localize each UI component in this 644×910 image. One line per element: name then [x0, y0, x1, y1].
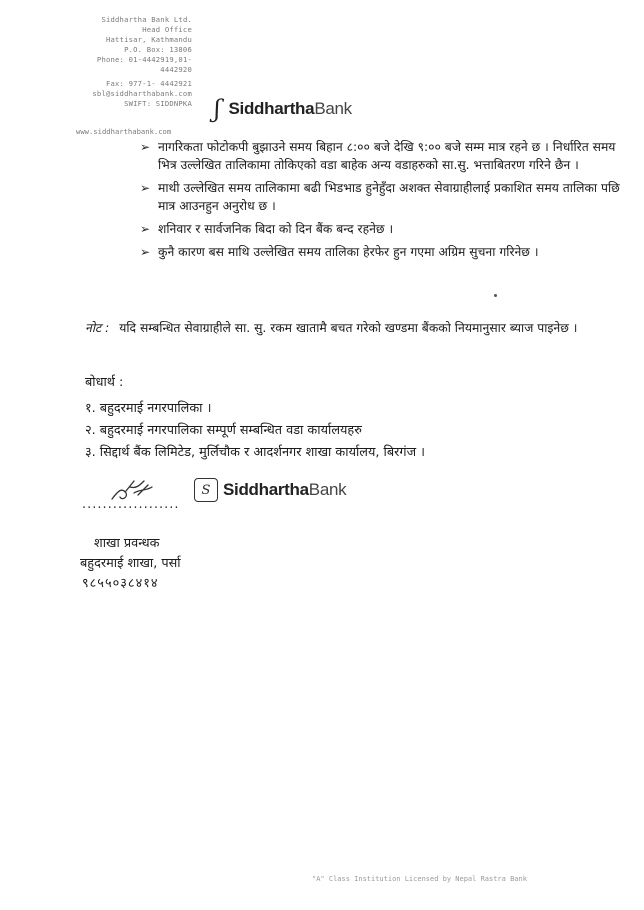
bank-name-line: Siddhartha Bank Ltd.: [101, 15, 192, 24]
phone-line: Phone: 01-4442919,01-: [96, 55, 192, 64]
cc-section: [85, 372, 425, 464]
note-paragraph: [85, 318, 605, 338]
list-item: ➢ नागरिकता फोटोकपी बुझाउने समय बिहान ८:०० बजे देखि ९:०० बजे सम्म मात्र रहने छ । निर्धारित समय भित्र उल्लेखित तालिकामा तोकिएको वडा बाहेक अन्य वडाहरुको सा.सु. भत्ताबितरण गरिने छैन ।: [140, 140, 616, 172]
signatory-phone: ९८५५०३८४१४: [82, 576, 159, 591]
bank-stamp-text: SiddharthaBank: [223, 480, 347, 499]
signatory-title: शाखा प्रवन्धक: [94, 536, 160, 551]
arrow-bullet-icon: ➢: [140, 245, 151, 259]
fax-line: Fax: 977-1- 4442921: [105, 79, 192, 88]
phone-line-cont: 4442920: [160, 65, 192, 74]
website-line: www.siddharthabank.com: [76, 127, 172, 136]
list-item: ➢ माथी उल्लेखित समय तालिकामा बढी भिडभाड हुनेहुँदा अशक्त सेवाग्राहीलाई प्रकाशित समय तालिका पछि मात्र आउनहुन अनुरोध छ ।: [140, 181, 620, 213]
scan-speck: [494, 294, 497, 297]
signatory-block: [80, 534, 181, 594]
cc-item: ३. सिद्दार्थ बैंक लिमिटेड, मुर्लिचौक र आदर्शनगर शाखा कार्यालय, बिरगंज ।: [85, 445, 426, 460]
note-text: यदि सम्बन्धित सेवाग्राहीले सा. सु. रकम खातामै बचत गरेको खण्डमा बैंकको नियमानुसार ब्याज पाइनेछ ।: [119, 321, 578, 335]
po-box-line: P.O. Box: 13806: [124, 45, 192, 54]
list-item: ➢ कुनै कारण बस माथि उल्लेखित समय तालिका हेरफेर हुन गएमा अग्रिम सुचना गरिनेछ ।: [140, 245, 539, 259]
arrow-bullet-icon: ➢: [140, 181, 151, 195]
footer-license: "A" Class Institution Licensed by Nepal Rastra Bank: [312, 875, 527, 883]
bank-logo: [214, 96, 352, 122]
bank-logo-text: SiddharthaBank: [228, 99, 352, 118]
note-label: नोट :: [85, 321, 110, 335]
arrow-bullet-icon: ➢: [140, 222, 151, 236]
address-line: Hattisar, Kathmandu: [105, 35, 192, 44]
signature-line: ...................: [82, 497, 180, 512]
signatory-branch: बहुदरमाई शाखा, पर्सा: [80, 556, 181, 571]
head-office-line: Head Office: [142, 25, 192, 34]
bank-stamp: [194, 478, 346, 502]
bullet-list: [140, 138, 620, 266]
bank-logo-icon: ʃ: [214, 95, 221, 123]
cc-heading: बोधार्थ :: [85, 375, 124, 390]
arrow-bullet-icon: ➢: [140, 140, 151, 154]
swift-line: SWIFT: SIDDNPKA: [124, 99, 192, 108]
bank-stamp-icon: S: [194, 478, 218, 502]
email-line: sbl@siddharthabank.com: [92, 89, 192, 98]
list-item: ➢ शनिवार र सार्वजनिक बिदा को दिन बैंक बन्द रहनेछ ।: [140, 222, 394, 236]
cc-item: २. बहुदरमाई नगरपालिका सम्पूर्ण सम्बन्धित वडा कार्यालयहरु: [85, 423, 362, 438]
cc-item: १. बहुदरमाई नगरपालिका ।: [85, 401, 212, 416]
